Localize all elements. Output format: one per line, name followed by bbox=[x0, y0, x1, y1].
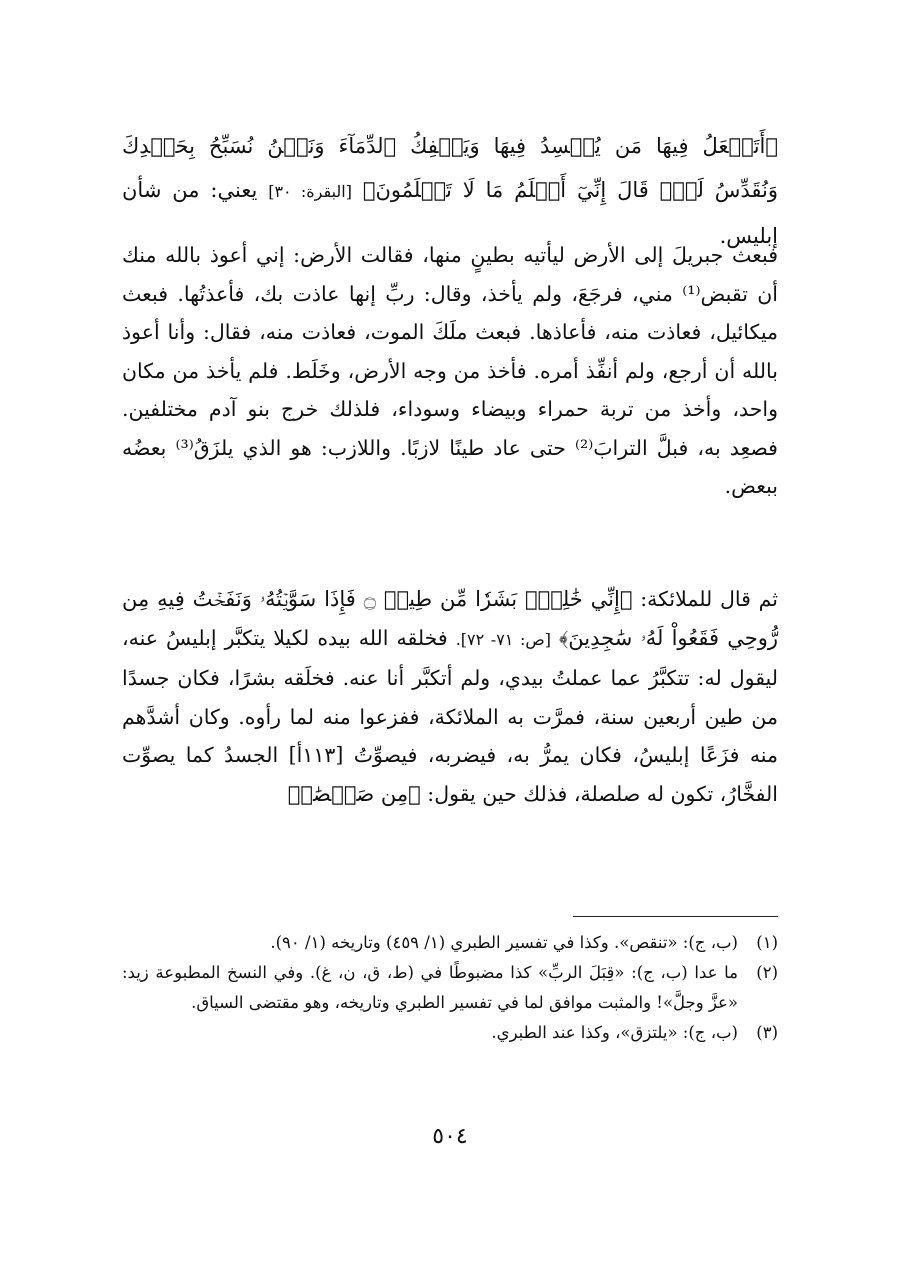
quran-ayah-continued: ﴿مِن صَلۡصَٰلٖ bbox=[287, 781, 421, 806]
footnote-divider bbox=[573, 916, 778, 917]
quran-ayah: ﴿إِنِّي خَٰلِقُۢ بَشَرٗا مِّن طِينٖ ۝ فَإِذَا سَوَّيۡتُهُۥ وَنَفَخۡتُ فِيهِ مِن رُّوحِي فَقَعُواْ لَهُۥ سَٰجِدِينَ﴾ bbox=[122, 587, 778, 650]
footnote bbox=[122, 928, 778, 958]
quran-reference: [البقرة: ٣٠] bbox=[268, 182, 352, 201]
paragraph-body: فخلقه الله بيده لكيلا يتكبَّر إبليسُ عنه، ليقول له: تتكبَّرُ عما عملتُ بيدي، ولم أتكبَّر أنا عنه. فخلَقه بشرًا، فكان جسدًا من طين أربعين سنة، فمرَّت به الملائكة، ففزعوا منه لما رأوه. وكان أشدَّهم منه فزَعًا إبليسُ، فكان يمرُّ به، فيضربه، فيصوِّتُ [١١٣أ] الجسدُ كما يصوِّت الفخَّارُ، تكون له صلصلة، فذلك حين يقول: bbox=[122, 625, 778, 806]
page-number: ٥٠٤ bbox=[432, 1124, 468, 1149]
footnotes bbox=[122, 928, 778, 1048]
footnote bbox=[122, 1018, 778, 1048]
footnote-number: (٢) bbox=[756, 963, 778, 982]
quran-reference: [ص: ٧١- ٧٢]. bbox=[455, 629, 551, 649]
footnote-text: (ب، ج): «تنقص». وكذا في تفسير الطبري (١/ ٤٥٩) وتاريخه (١/ ٩٠). bbox=[270, 933, 738, 952]
footnote-text: ما عدا (ب، ج): «قِبَلَ الربِّ» كذا مضبوطًا في (ط، ق، ن، غ). وفي النسخ المطبوعة زيد: «عزَّ وجلَّ»! والمثبت موافق لما في تفسير الطبري وتاريخه، وهو مقتضى السياق. bbox=[122, 963, 738, 1012]
paragraph-creation-of-clay: فبعث جبريلَ إلى الأرض ليأتيه بطينٍ منها، فقالت الأرض: إني أعوذ بالله منك أن تقبض⁽¹⁾ مني، فرجَعَ، ولم يأخذ، وقال: ربِّ إنها عاذت بك، فأعذتُها. فبعث ميكائيل، فعاذت منه، فأعاذها. فبعث ملَكَ الموت، فعاذت منه، فقال: وأنا أعوذ بالله أن أرجع، ولم أنفِّذ أمره. فأخذ من وجه الأرض، وخَلَط. فلم يأخذ من مكان واحد، وأخذ من تربة حمراء وبيضاء وسوداء، فلذلك خرج بنو آدم مختلفين. فصعِد به، فبلَّ الترابَ⁽²⁾ حتى عاد طينًا لازبًا. واللازب: هو الذي يلزَقُ⁽³⁾ بعضُه ببعض. bbox=[122, 243, 778, 498]
paragraph-intro: ثم قال للملائكة: bbox=[640, 587, 778, 611]
footnote bbox=[122, 958, 778, 1018]
footnote-number: (٣) bbox=[756, 1023, 778, 1042]
quran-ayah: ﴿أَتَجۡعَلُ فِيهَا مَن يُفۡسِدُ فِيهَا وَيَسۡفِكُ ٱلدِّمَآءَ وَنَحۡنُ نُسَبِّحُ بِحَمۡدِكَ وَنُقَدِّسُ لَكَۖ قَالَ إِنِّيٓ أَعۡلَمُ مَا لَا تَعۡلَمُونَ﴾ bbox=[122, 134, 778, 202]
paragraph-command-to-angels bbox=[122, 580, 778, 813]
footnote-text: (ب، ج): «يلتزق»، وكذا عند الطبري. bbox=[491, 1023, 738, 1042]
footnote-number: (١) bbox=[756, 933, 778, 952]
verse-commentary: يعني: من شأن إبليس. bbox=[122, 178, 778, 248]
